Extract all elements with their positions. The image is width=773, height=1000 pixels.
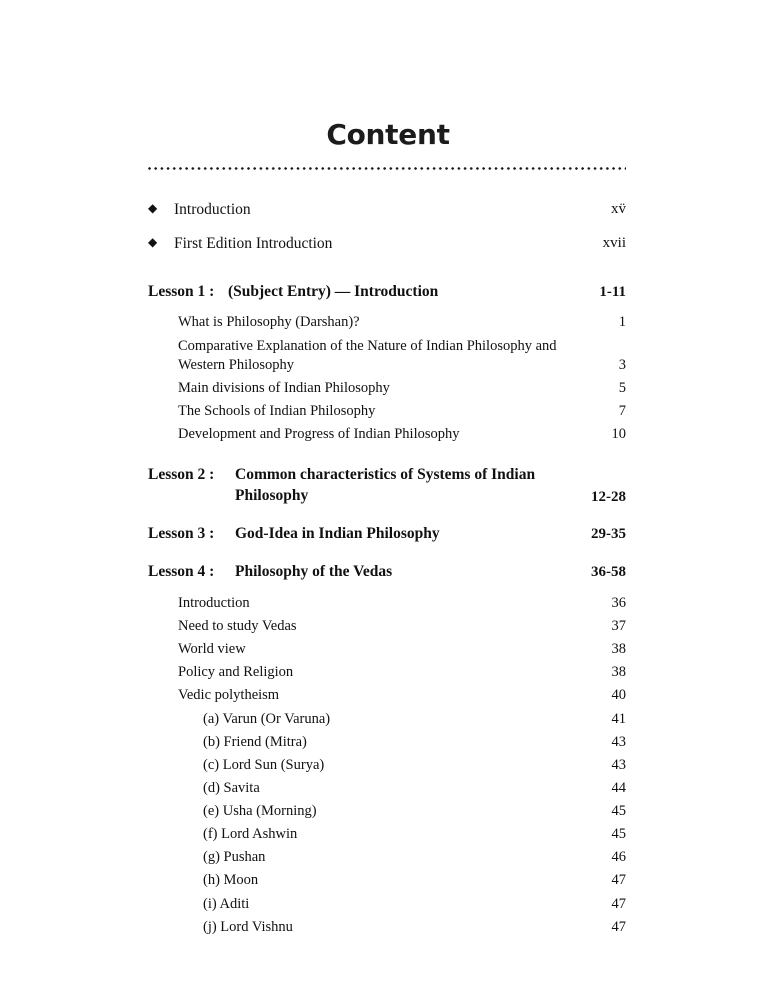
- toc-entry-page-number: 10: [611, 426, 626, 443]
- diamond-bullet-icon: ◆: [148, 200, 158, 215]
- toc-entry[interactable]: [148, 594, 626, 613]
- lesson-page-range: 36-58: [591, 563, 626, 580]
- toc-entry[interactable]: [148, 313, 626, 332]
- toc-sub-entry[interactable]: [148, 710, 626, 729]
- toc-sub-entry-label: (j) Lord Vishnu: [203, 918, 293, 935]
- toc-entry-page-number: 37: [611, 618, 626, 635]
- front-matter-item[interactable]: [148, 200, 626, 219]
- toc-sub-entry-label: (f) Lord Ashwin: [203, 826, 298, 843]
- toc-entry-page-number: 40: [611, 687, 626, 704]
- toc-entry[interactable]: [148, 379, 626, 398]
- toc-sub-entry[interactable]: [148, 825, 626, 844]
- toc-entry-label: Comparative Explanation of the Nature of Indian Philosophy and Western Philosophy: [178, 337, 557, 373]
- toc-sub-entry-label: (g) Pushan: [203, 849, 266, 866]
- toc-entry[interactable]: [148, 640, 626, 659]
- toc-entry[interactable]: [148, 663, 626, 682]
- toc-sub-entry[interactable]: [148, 918, 626, 937]
- toc-sub-entry[interactable]: [148, 895, 626, 914]
- lesson-label: Lesson 4 :: [148, 562, 215, 580]
- toc-entry-page-number: 38: [611, 641, 626, 658]
- front-matter-list: [148, 200, 628, 254]
- toc-entry[interactable]: [148, 617, 626, 636]
- toc-sub-entry-page-number: 44: [611, 779, 626, 796]
- toc-entry[interactable]: [148, 686, 626, 705]
- lesson-heading[interactable]: [148, 524, 626, 545]
- toc-entry-label: Vedic polytheism: [178, 687, 280, 704]
- front-matter-label: First Edition Introduction: [174, 235, 333, 253]
- lesson-entry-list: [148, 313, 628, 444]
- toc-sub-entry[interactable]: [148, 802, 626, 821]
- toc-entry-label: Need to study Vedas: [178, 618, 297, 635]
- lesson-label: Lesson 2 :: [148, 466, 215, 484]
- toc-sub-entry-label: (d) Savita: [203, 779, 260, 796]
- toc-entry-label: Policy and Religion: [178, 664, 294, 681]
- toc-sub-entry-label: (h) Moon: [203, 872, 259, 889]
- front-matter-page-number: xv̈: [611, 200, 626, 217]
- lesson-page-range: 1-11: [599, 283, 626, 300]
- toc-sub-entry-page-number: 43: [611, 733, 626, 750]
- toc-sub-entry-page-number: 47: [611, 918, 626, 935]
- toc-entry-label: Main divisions of Indian Philosophy: [178, 379, 390, 396]
- toc-entry-label: Development and Progress of Indian Philosophy: [178, 426, 460, 443]
- lesson-title: Philosophy of the Vedas: [235, 562, 393, 580]
- lesson-label: Lesson 1 :: [148, 282, 215, 300]
- toc-sub-entry-label: (e) Usha (Morning): [203, 803, 317, 820]
- front-matter-item[interactable]: [148, 234, 626, 253]
- lesson-heading[interactable]: [148, 465, 626, 507]
- toc-sub-entry[interactable]: [148, 779, 626, 798]
- toc-sub-entry[interactable]: [148, 756, 626, 775]
- lesson-page-range: 12-28: [591, 488, 626, 505]
- diamond-bullet-icon: ◆: [148, 235, 158, 250]
- lesson-title: (Subject Entry) — Introduction: [228, 282, 439, 300]
- toc-entry-label: Introduction: [178, 594, 250, 611]
- toc-sub-entry-label: (c) Lord Sun (Surya): [203, 756, 325, 773]
- toc-entry[interactable]: [148, 425, 626, 444]
- lesson-lettered-entry-list: [148, 710, 628, 937]
- toc-entry-label: World view: [178, 641, 246, 658]
- toc-entry-page-number: 3: [618, 356, 626, 373]
- toc-entry-label: What is Philosophy (Darshan)?: [178, 314, 360, 331]
- title-dotted-divider: [148, 167, 626, 170]
- lesson-label: Lesson 3 :: [148, 525, 215, 543]
- toc-sub-entry[interactable]: [148, 848, 626, 867]
- toc-entry-page-number: 5: [618, 379, 626, 396]
- lesson-heading[interactable]: [148, 282, 626, 303]
- lesson-page-range: 29-35: [591, 526, 626, 543]
- toc-entry[interactable]: [148, 337, 626, 375]
- toc-sub-entry-page-number: 41: [611, 710, 626, 727]
- toc-sub-entry-page-number: 45: [611, 803, 626, 820]
- lesson-title: Common characteristics of Systems of Indian Philosophy: [235, 466, 536, 505]
- lesson-entry-list: [148, 594, 628, 706]
- toc-sub-entry-page-number: 46: [611, 849, 626, 866]
- toc-entry-page-number: 7: [618, 402, 626, 419]
- lesson-title: God-Idea in Indian Philosophy: [235, 525, 440, 543]
- toc-content-area: [148, 0, 628, 941]
- toc-sub-entry-page-number: 43: [611, 756, 626, 773]
- toc-sub-entry-page-number: 47: [611, 872, 626, 889]
- toc-sub-entry[interactable]: [148, 733, 626, 752]
- toc-entry[interactable]: [148, 402, 626, 421]
- front-matter-page-number: xvii: [602, 235, 626, 252]
- toc-sub-entry[interactable]: [148, 871, 626, 890]
- toc-entry-label: The Schools of Indian Philosophy: [178, 402, 376, 419]
- toc-sub-entry-label: (b) Friend (Mitra): [203, 733, 307, 750]
- front-matter-label: Introduction: [174, 200, 251, 218]
- toc-sub-entry-label: (i) Aditi: [203, 895, 250, 912]
- toc-entry-page-number: 1: [618, 314, 626, 331]
- toc-entry-page-number: 38: [611, 664, 626, 681]
- toc-sub-entry-label: (a) Varun (Or Varuna): [203, 710, 331, 727]
- lesson-heading[interactable]: [148, 562, 626, 583]
- page-title: Content: [326, 118, 450, 151]
- toc-sub-entry-page-number: 47: [611, 895, 626, 912]
- toc-entry-page-number: 36: [611, 594, 626, 611]
- toc-sub-entry-page-number: 45: [611, 826, 626, 843]
